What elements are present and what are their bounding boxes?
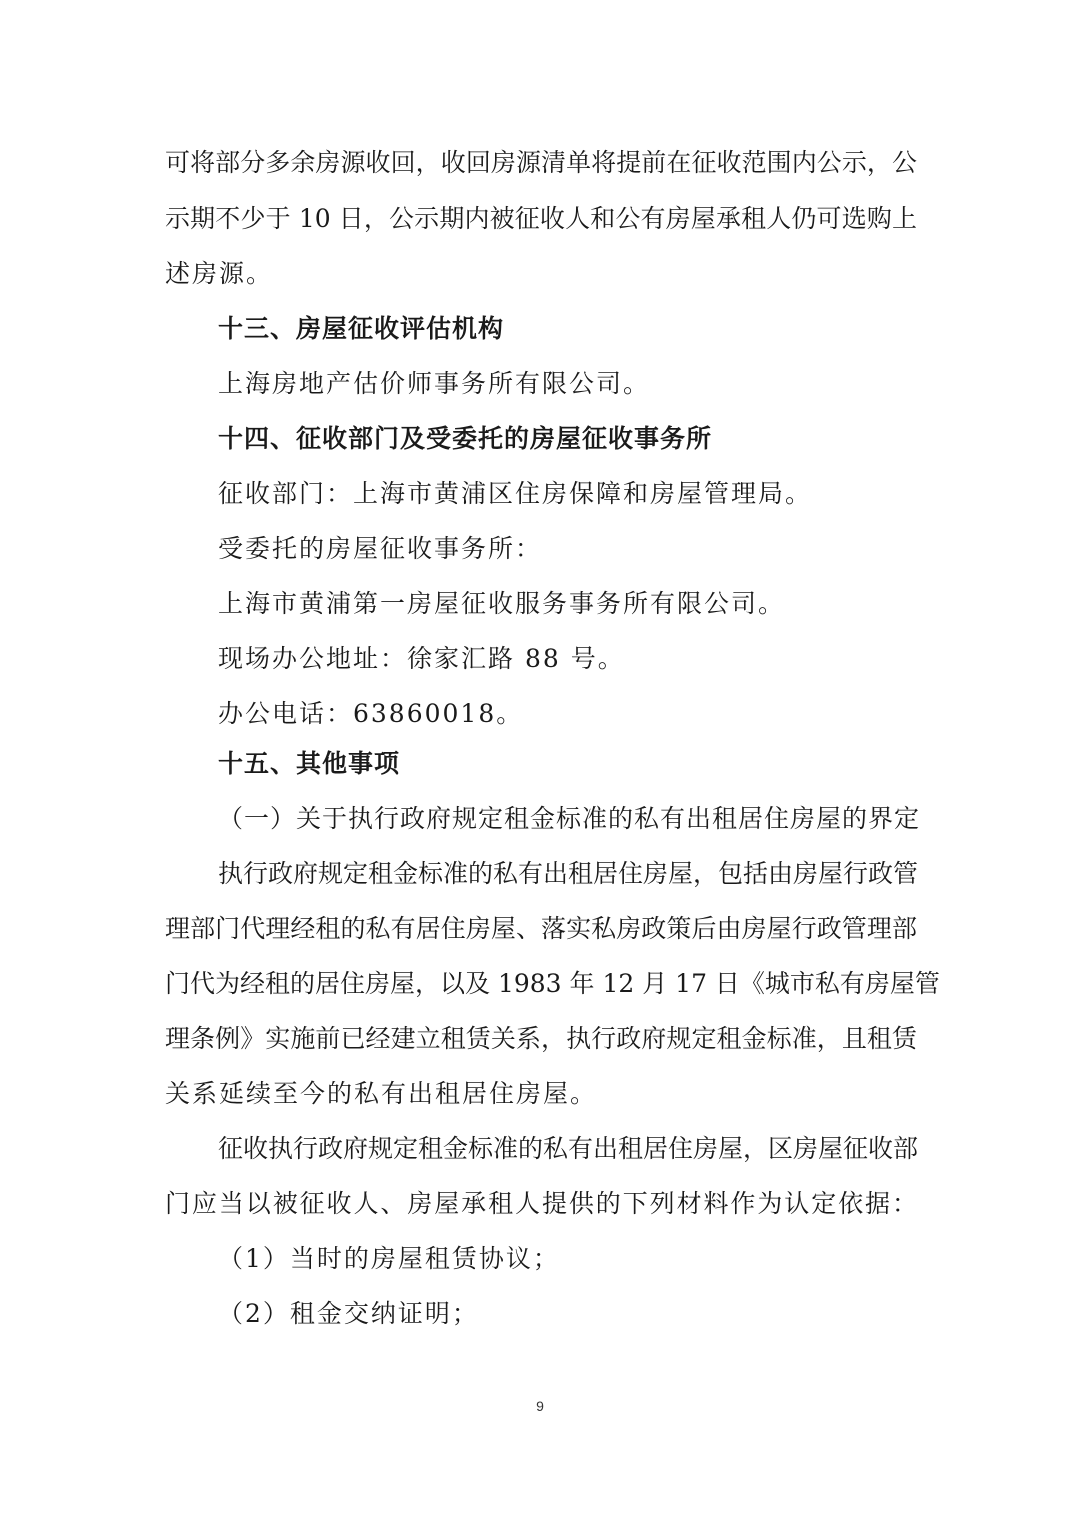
paragraph-line: 执行政府规定租金标准的私有出租居住房屋，包括由房屋行政管	[218, 859, 919, 888]
paragraph-line: 门应当以被征收人、房屋承租人提供的下列材料作为认定依据：	[165, 1189, 917, 1218]
list-item: （2）租金交纳证明；	[218, 1299, 479, 1328]
section-heading-15: 十五、其他事项	[218, 749, 401, 778]
paragraph-line: 理条例》实施前已经建立租赁关系，执行政府规定租金标准，且租赁	[165, 1024, 917, 1053]
paragraph-line: 征收部门：上海市黄浦区住房保障和房屋管理局。	[218, 479, 813, 508]
paragraph-line: 征收执行政府规定租金标准的私有出租居住房屋，区房屋征收部	[218, 1134, 919, 1163]
paragraph-line: 上海市黄浦第一房屋征收服务事务所有限公司。	[218, 589, 786, 618]
paragraph-line: 门代为经租的居住房屋，以及 1983 年 12 月 17 日《城市私有房屋管	[165, 969, 940, 998]
subsection-heading: （一）关于执行政府规定租金标准的私有出租居住房屋的界定	[218, 804, 921, 833]
section-heading-14: 十四、征收部门及受委托的房屋征收事务所	[218, 424, 713, 453]
page-number: 9	[536, 1398, 544, 1414]
paragraph-line: 示期不少于 10 日，公示期内被征收人和公有房屋承租人仍可选购上	[165, 204, 917, 233]
paragraph-line: 关系延续至今的私有出租居住房屋。	[165, 1079, 598, 1108]
paragraph-line: 办公电话：63860018。	[218, 699, 524, 728]
paragraph-line: 上海房地产估价师事务所有限公司。	[218, 369, 651, 398]
paragraph-line: 述房源。	[165, 259, 274, 288]
section-heading-13: 十三、房屋征收评估机构	[218, 314, 505, 343]
paragraph-line: 理部门代理经租的私有居住房屋、落实私房政策后由房屋行政管理部	[165, 914, 917, 943]
paragraph-line: 可将部分多余房源收回，收回房源清单将提前在征收范围内公示，公	[165, 148, 917, 177]
list-item: （1）当时的房屋租赁协议；	[218, 1244, 560, 1273]
paragraph-line: 受委托的房屋征收事务所：	[218, 534, 543, 563]
paragraph-line: 现场办公地址：徐家汇路 88 号。	[218, 644, 625, 673]
